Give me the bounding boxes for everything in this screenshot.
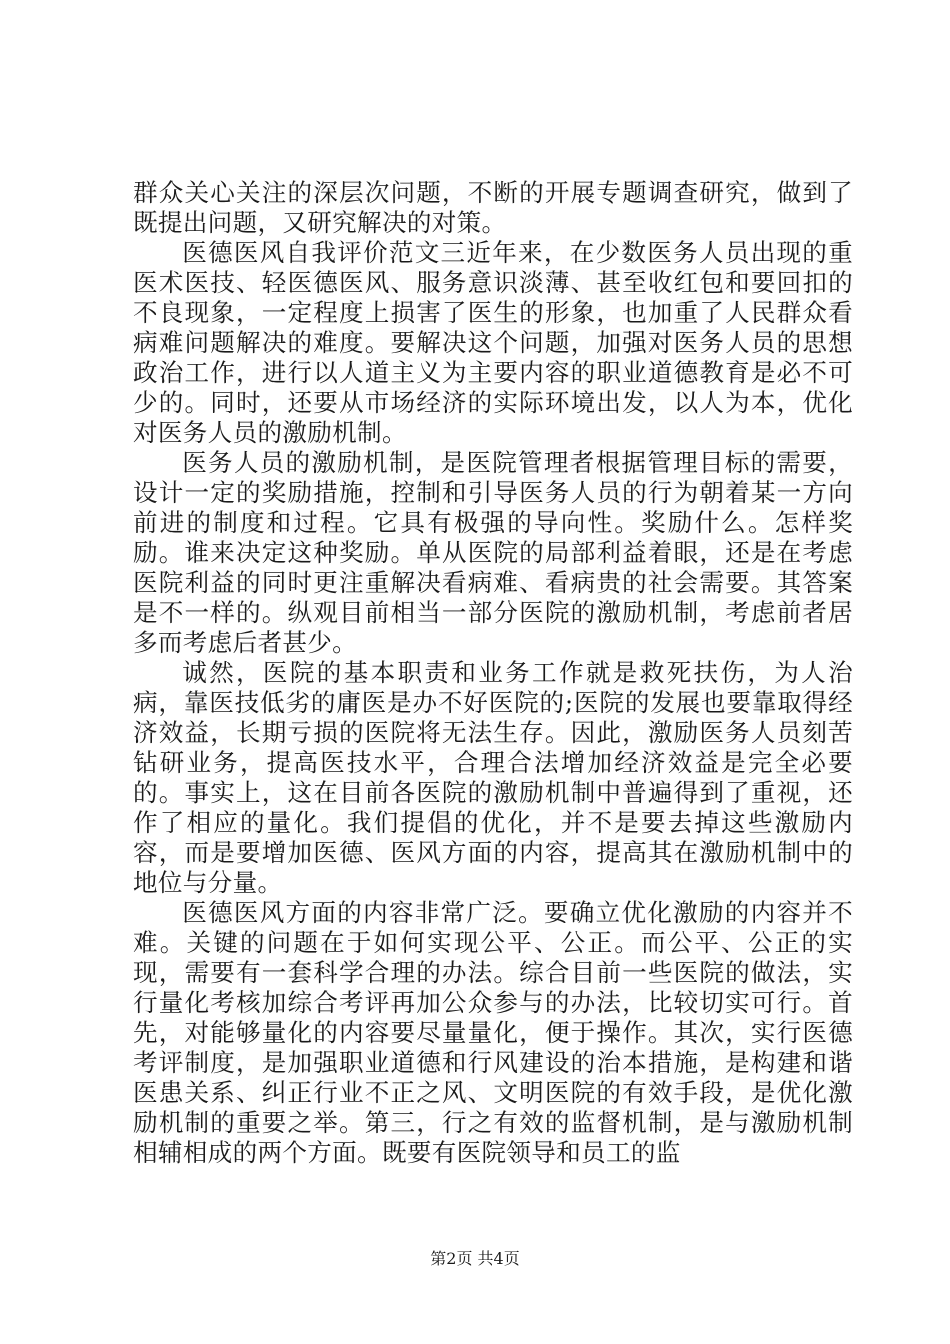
paragraph: 医德医风自我评价范文三近年来，在少数医务人员出现的重医术医技、轻医德医风、服务意识淡薄、甚至收红包和要回扣的不良现象，一定程度上损害了医生的形象，也加重了人民群众看病难问题解决的难度。要解决这个问题，加强对医务人员的思想政治工作，进行以人道主义为主要内容的职业道德教育是必不可少的。同时，还要从市场经济的实际环境出发，以人为本，优化对医务人员的激励机制。 <box>133 238 853 447</box>
paragraph: 医德医风方面的内容非常广泛。要确立优化激励的内容并不难。关键的问题在于如何实现公平、公正。而公平、公正的实现，需要有一套科学合理的办法。综合目前一些医院的做法，实行量化考核加综合考评再加公众参与的办法，比较切实可行。首先，对能够量化的内容要尽量量化，便于操作。其次，实行医德考评制度，是加强职业道德和行风建设的治本措施，是构建和谐医患关系、纠正行业不正之风、文明医院的有效手段，是优化激励机制的重要之举。第三，行之有效的监督机制，是与激励机制相辅相成的两个方面。既要有医院领导和员工的监 <box>133 898 853 1167</box>
page-number-footer: 第2页 共4页 <box>430 1249 520 1268</box>
paragraph-continuation: 群众关心关注的深层次问题，不断的开展专题调查研究，做到了既提出问题，又研究解决的对策。 <box>133 178 853 237</box>
paragraph: 诚然，医院的基本职责和业务工作就是救死扶伤，为人治病，靠医技低劣的庸医是办不好医院的;医院的发展也要靠取得经济效益，长期亏损的医院将无法生存。因此，激励医务人员刻苦钻研业务，提高医技水平，合理合法增加经济效益是完全必要的。事实上，这在目前各医院的激励机制中普遍得到了重视，还作了相应的量化。我们提倡的优化，并不是要去掉这些激励内容，而是要增加医德、医风方面的内容，提高其在激励机制中的地位与分量。 <box>133 658 853 897</box>
document-body <box>133 178 853 1168</box>
paragraph: 医务人员的激励机制，是医院管理者根据管理目标的需要，设计一定的奖励措施，控制和引导医务人员的行为朝着某一方向前进的制度和过程。它具有极强的导向性。奖励什么。怎样奖励。谁来决定这种奖励。单从医院的局部利益着眼，还是在考虑医院利益的同时更注重解决看病难、看病贵的社会需要。其答案是不一样的。纵观目前相当一部分医院的激励机制，考虑前者居多而考虑后者甚少。 <box>133 448 853 657</box>
